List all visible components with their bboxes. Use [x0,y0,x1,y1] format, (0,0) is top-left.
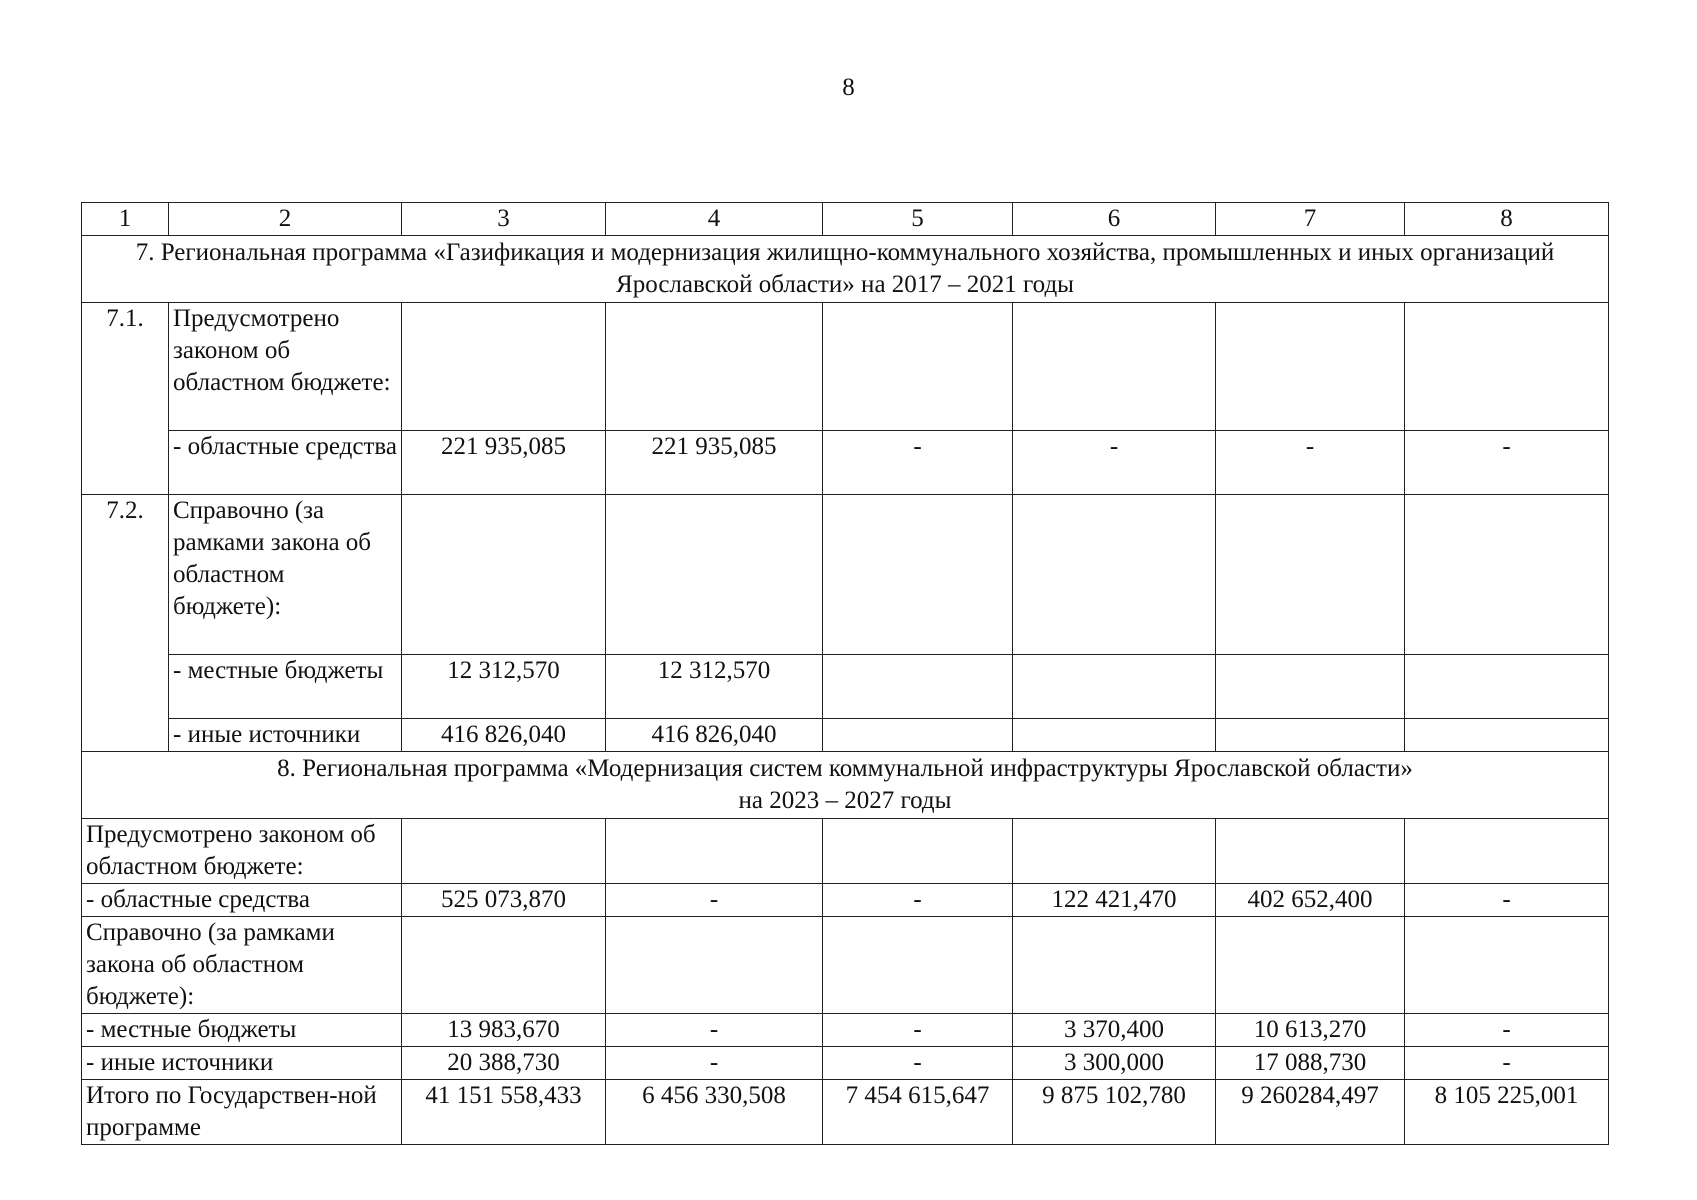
row-number: 7.2. [82,495,169,752]
column-number: 1 [82,203,169,236]
row-label: Справочно (за рамками закона об областном бюджете): [169,495,402,655]
cell-value: 402 652,400 [1216,884,1405,917]
cell-value: 122 421,470 [1013,884,1216,917]
cell-value: 3 300,000 [1013,1047,1216,1080]
cell-value: - [823,1047,1013,1080]
total-row [82,1080,1609,1145]
cell-value: 221 935,085 [402,431,606,495]
section-8-title-row [82,752,1609,819]
table-row [82,495,1609,655]
column-number: 7 [1216,203,1405,236]
cell-value: 525 073,870 [402,884,606,917]
row-label: - местные бюджеты [169,655,402,719]
row-label: - иные источники [82,1047,402,1080]
cell-value: - [823,884,1013,917]
cell-value: 3 370,400 [1013,1014,1216,1047]
cell-value: 221 935,085 [606,431,823,495]
row-label: - иные источники [169,719,402,752]
cell-value: 416 826,040 [402,719,606,752]
total-label: Итого по Государствен-ной программе [82,1080,402,1145]
table-row [82,819,1609,884]
total-value: 7 454 615,647 [823,1080,1013,1145]
column-number: 6 [1013,203,1216,236]
cell-value: - [1405,1047,1609,1080]
section-title-line: на 2023 – 2027 годы [738,787,952,814]
cell-value [823,655,1013,719]
cell-value: 10 613,270 [1216,1014,1405,1047]
cell-value: 416 826,040 [606,719,823,752]
cell-value: - [606,884,823,917]
cell-value [1013,655,1216,719]
cell-value: 20 388,730 [402,1047,606,1080]
cell-value: - [1013,431,1216,495]
cell-value: 12 312,570 [606,655,823,719]
cell-value: 12 312,570 [402,655,606,719]
row-label: Справочно (за рамками закона об областном бюджете): [82,917,402,1014]
table-row [82,917,1609,1014]
cell-value: 17 088,730 [1216,1047,1405,1080]
row-label: - областные средства [82,884,402,917]
column-number: 4 [606,203,823,236]
total-value: 8 105 225,001 [1405,1080,1609,1145]
table-row [82,1047,1609,1080]
table-row [82,303,1609,431]
section-title [82,752,1609,819]
table-row [82,1014,1609,1047]
cell-value: - [823,1014,1013,1047]
page-number: 8 [842,74,855,101]
cell-value [1216,719,1405,752]
row-label: - местные бюджеты [82,1014,402,1047]
section-7-title-row [82,236,1609,303]
cell-value: - [1405,1014,1609,1047]
cell-value: - [1405,884,1609,917]
row-number: 7.1. [82,303,169,495]
cell-value [823,719,1013,752]
cell-value: 13 983,670 [402,1014,606,1047]
column-number: 8 [1405,203,1609,236]
column-number: 3 [402,203,606,236]
cell-value: - [1216,431,1405,495]
cell-value: - [606,1047,823,1080]
total-value: 41 151 558,433 [402,1080,606,1145]
table-row [82,884,1609,917]
cell-value [1216,655,1405,719]
column-number: 5 [823,203,1013,236]
column-number-row [82,203,1609,236]
row-label: - областные средства [169,431,402,495]
budget-table [81,202,1609,1145]
cell-value [1405,655,1609,719]
table-row [82,655,1609,719]
cell-value [1013,719,1216,752]
section-title-line: 8. Региональная программа «Модернизация систем коммунальной инфраструктуры Ярославской области» [277,755,1413,782]
table-row [82,719,1609,752]
cell-value: - [606,1014,823,1047]
table-row [82,431,1609,495]
total-value: 9 260284,497 [1216,1080,1405,1145]
row-label: Предусмотрено законом об областном бюджете: [169,303,402,431]
total-value: 9 875 102,780 [1013,1080,1216,1145]
cell-value [1405,719,1609,752]
cell-value: - [1405,431,1609,495]
total-value: 6 456 330,508 [606,1080,823,1145]
cell-value: - [823,431,1013,495]
section-title: 7. Региональная программа «Газификация и модернизация жилищно-коммунального хозяйства, промышленных и иных организаций Ярославской области» на 2017 – 2021 годы [82,236,1609,303]
column-number: 2 [169,203,402,236]
row-label: Предусмотрено законом об областном бюджете: [82,819,402,884]
